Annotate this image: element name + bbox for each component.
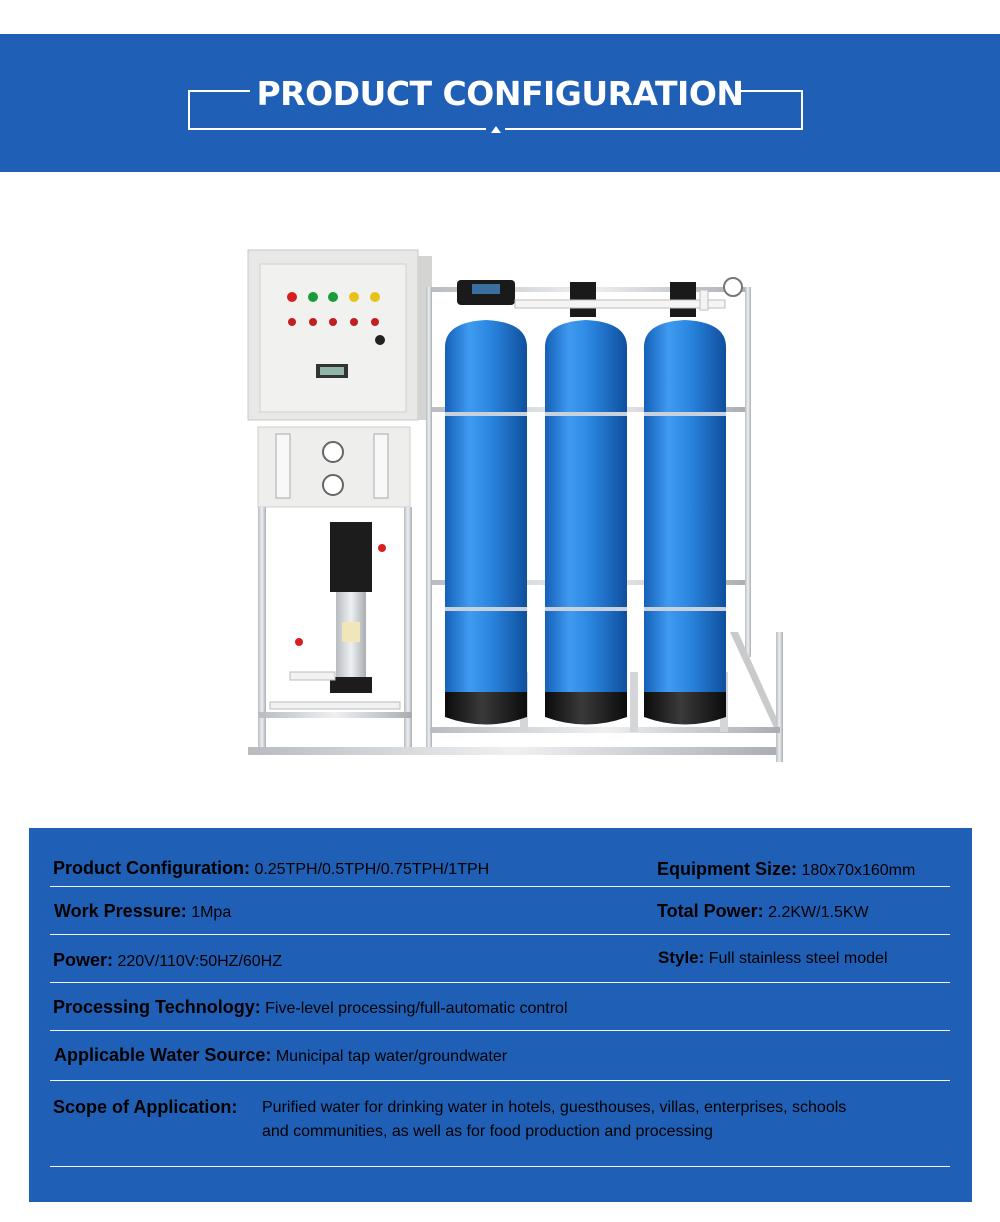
spec-processing-technology — [53, 995, 568, 1021]
spec-water-source — [54, 1043, 507, 1069]
product-image — [0, 172, 1000, 828]
row-divider — [50, 982, 950, 983]
spec-total-power — [657, 899, 869, 925]
spec-work-pressure — [54, 899, 231, 925]
spec-scope — [53, 1095, 237, 1121]
filter-tank-2 — [545, 282, 627, 725]
spec-product-configuration — [53, 856, 489, 882]
frame-bottom-left — [188, 128, 486, 130]
page-title: PRODUCT CONFIGURATION — [256, 74, 744, 113]
gauge-panel — [258, 427, 410, 507]
spec-value: 180x70x160mm — [801, 862, 916, 879]
spec-value: 1Mpa — [191, 904, 232, 921]
spec-value: 220V/110V:50HZ/60HZ — [117, 953, 283, 970]
spec-label: Scope of Application: — [53, 1097, 238, 1117]
water-treatment-system-illustration — [0, 172, 1000, 828]
row-divider — [50, 1166, 950, 1167]
row-divider — [50, 934, 950, 935]
spec-value: Municipal tap water/groundwater — [275, 1048, 508, 1065]
spec-label: Product Configuration: — [53, 858, 250, 878]
spec-power — [53, 948, 282, 974]
triangle-marker-icon — [491, 126, 501, 133]
row-divider — [50, 1030, 950, 1031]
row-divider — [50, 1080, 950, 1081]
spec-label: Total Power: — [657, 901, 764, 921]
spec-label: Processing Technology: — [53, 997, 261, 1017]
spec-scope-value-line1: Purified water for drinking water in hotels, guesthouses, villas, enterprises, schools — [262, 1099, 847, 1116]
filter-tank-1 — [445, 280, 527, 725]
row-divider — [50, 886, 950, 887]
spec-value: Five-level processing/full-automatic control — [265, 1000, 568, 1017]
filter-tank-3 — [644, 282, 726, 725]
spec-value: 2.2KW/1.5KW — [768, 904, 869, 921]
frame-bottom-right — [505, 128, 803, 130]
top-piping — [515, 278, 742, 310]
spec-value: 0.25TPH/0.5TPH/0.75TPH/1TPH — [254, 861, 490, 878]
spec-label: Power: — [53, 950, 114, 970]
spec-label: Applicable Water Source: — [54, 1045, 272, 1065]
spec-value: Full stainless steel model — [708, 950, 888, 967]
header-banner — [0, 34, 1000, 172]
control-cabinet — [248, 250, 432, 420]
spec-equipment-size — [657, 857, 915, 883]
spec-scope-value-line2: and communities, as well as for food production and processing — [262, 1123, 713, 1140]
spec-style — [658, 946, 888, 971]
spec-label: Work Pressure: — [54, 901, 187, 921]
spec-label: Equipment Size: — [657, 859, 798, 879]
spec-label: Style: — [658, 948, 705, 967]
